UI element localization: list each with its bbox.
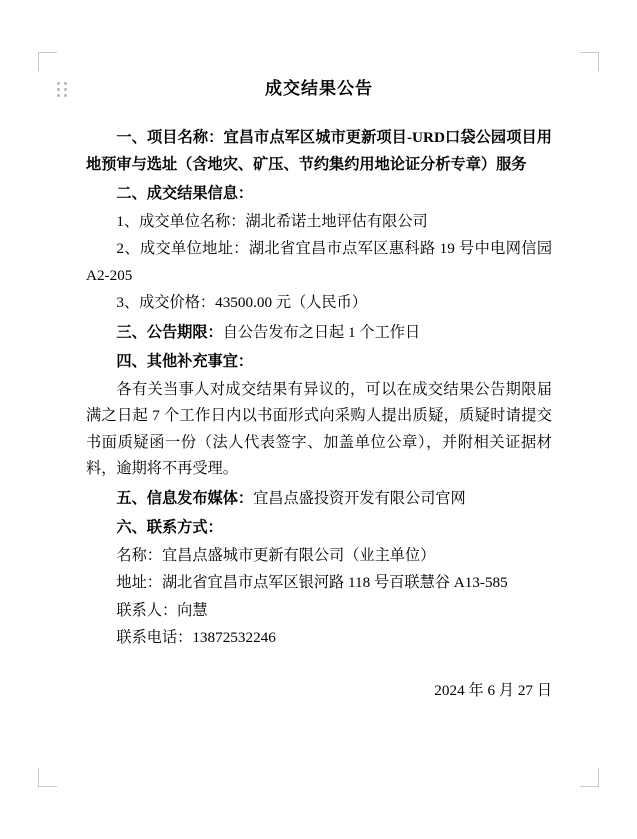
drag-handle-icon[interactable] bbox=[57, 82, 67, 98]
section-project-name-label: 一、项目名称： bbox=[116, 129, 224, 146]
section-announcement-period bbox=[86, 320, 552, 347]
section-announcement-period-label: 三、公告期限： bbox=[116, 323, 223, 341]
crop-mark-top-left bbox=[38, 52, 57, 71]
document-body bbox=[86, 74, 552, 705]
section-project-name-value: 宜昌市点军区城市更新项目-URD口袋公园项目用地预审与选址（含地灾、矿压、节约集约用地论证分析专章）服务 bbox=[86, 129, 552, 173]
contact-phone: 联系电话：13872532246 bbox=[116, 629, 276, 646]
result-item-2: 2、成交单位地址：湖北省宜昌市点军区惠科路 19 号中电网信园A2-205 bbox=[86, 240, 552, 284]
document-date: 2024 年 6 月 27 日 bbox=[434, 681, 552, 699]
section-media-label: 五、信息发布媒体： bbox=[116, 489, 254, 507]
result-item-3: 3、成交价格：43500.00 元（人民币） bbox=[116, 294, 367, 311]
section-other-notes-label: 四、其他补充事宜： bbox=[116, 353, 254, 370]
result-item-1: 1、成交单位名称：湖北希诺土地评估有限公司 bbox=[116, 212, 428, 230]
crop-mark-bottom-right bbox=[580, 768, 599, 787]
section-project-name bbox=[86, 125, 552, 178]
page-title: 成交结果公告 bbox=[265, 79, 373, 98]
section-other-notes-body: 各有关当事人对成交结果有异议的，可以在成交结果公告期限届满之日起 7 个工作日内以书面形式向采购人提出质疑，质疑时请提交书面质疑函一份（法人代表签字、加盖单位公章），并附相关证据材料，逾期将不再受理。 bbox=[86, 380, 552, 477]
section-result-info-label: 二、成交结果信息： bbox=[116, 185, 254, 202]
section-contact-label: 六、联系方式： bbox=[116, 519, 223, 536]
crop-mark-top-right bbox=[580, 52, 599, 71]
contact-address: 地址：湖北省宜昌市点军区银河路 118 号百联慧谷 A13-585 bbox=[116, 574, 508, 591]
contact-name: 名称：宜昌点盛城市更新有限公司（业主单位） bbox=[116, 546, 436, 564]
section-media bbox=[86, 486, 552, 513]
crop-mark-bottom-left bbox=[38, 768, 57, 787]
contact-person: 联系人：向慧 bbox=[116, 601, 208, 619]
section-announcement-period-value: 自公告发布之日起 1 个工作日 bbox=[222, 323, 421, 341]
section-media-value: 宜昌点盛投资开发有限公司官网 bbox=[253, 489, 466, 507]
